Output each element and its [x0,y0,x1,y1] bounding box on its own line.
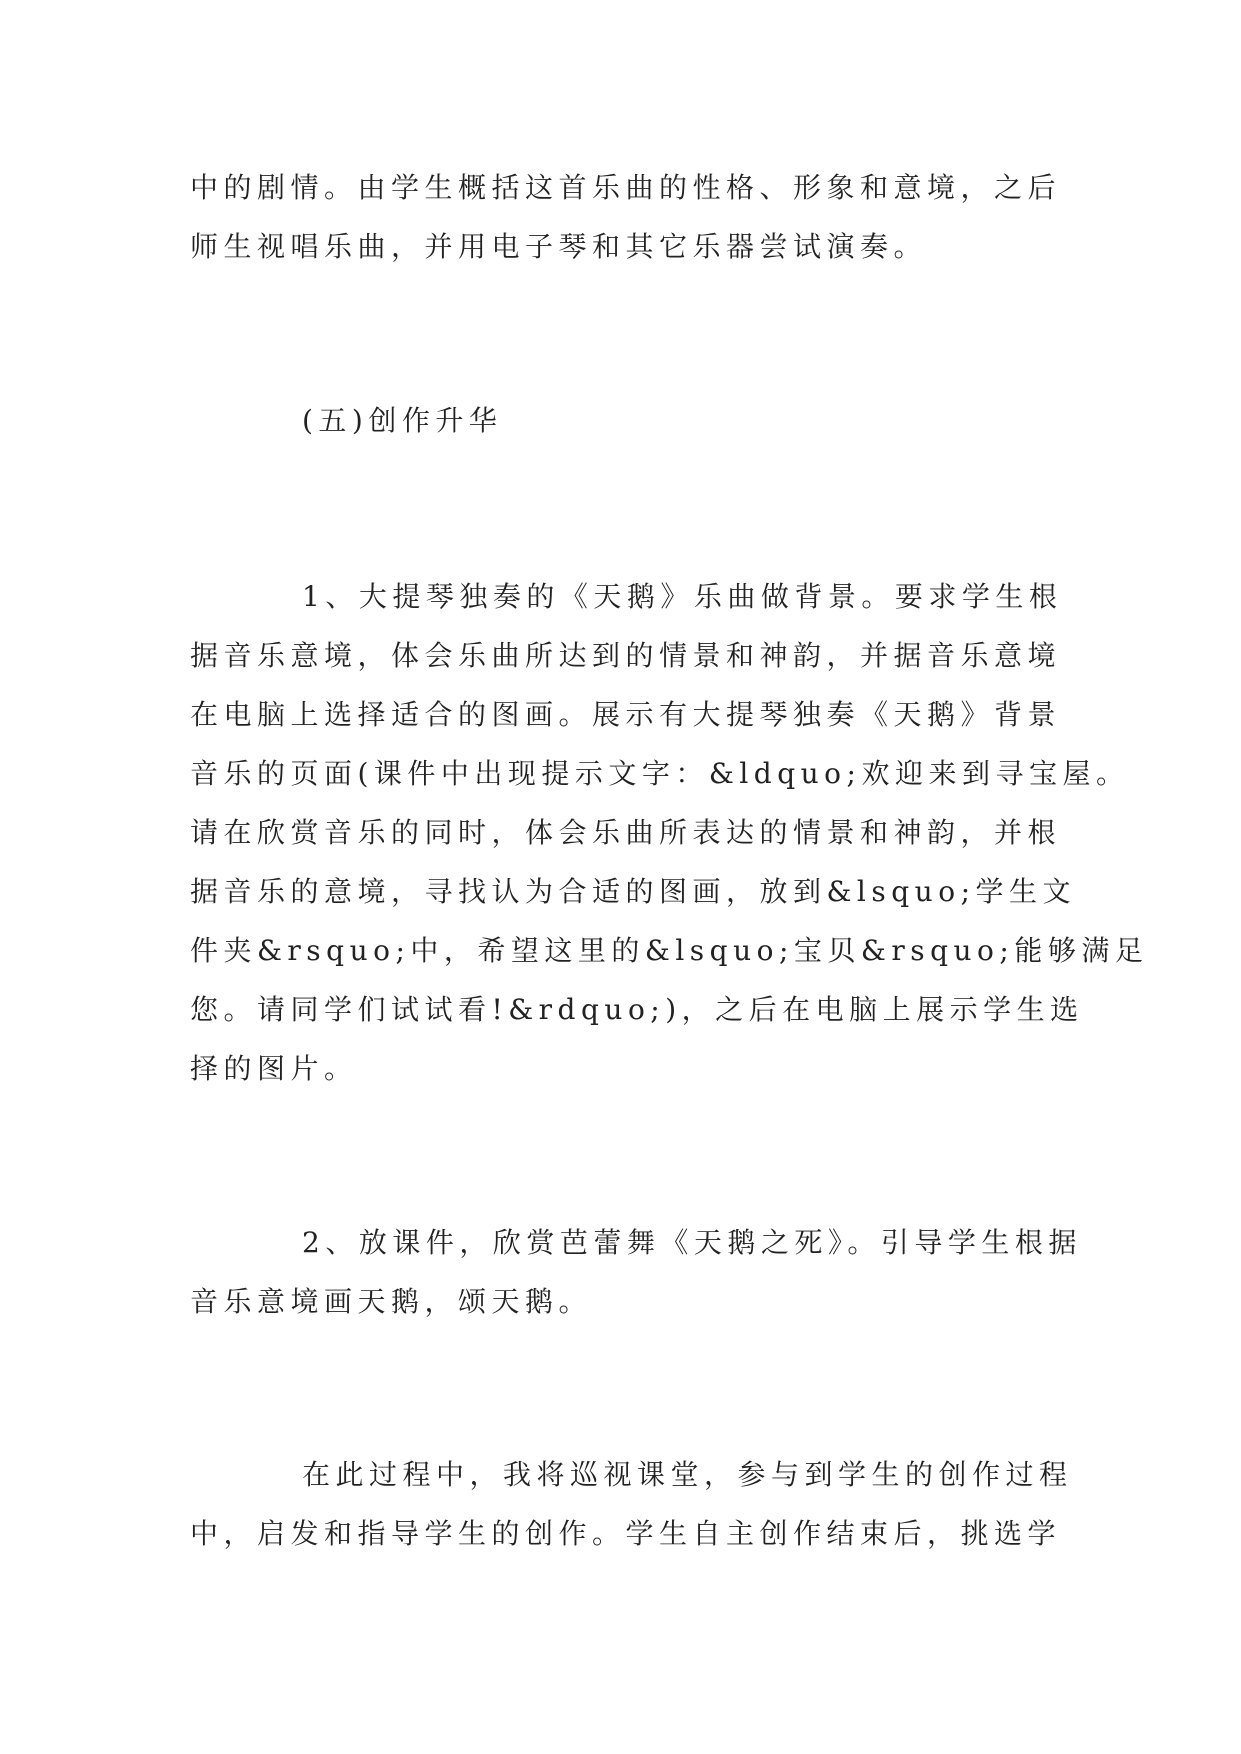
paragraph-process [190,1445,1073,1563]
text-line: 音乐意境画天鹅，颂天鹅。 [190,1285,593,1318]
text-line: 音乐的页面(课件中出现提示文字：&ldquo;欢迎来到寻宝屋。 [190,757,1130,790]
text-line: 据音乐的意境，寻找认为合适的图画，放到&lsquo;学生文 [190,875,1076,908]
text-line: 请在欣赏音乐的同时，体会乐曲所表达的情景和神韵，并根 [190,816,1062,849]
paragraph-item-1 [190,567,1149,1098]
text-line: 据音乐意境，体会乐曲所达到的情景和神韵，并据音乐意境 [190,639,1062,672]
text-line: 择的图片。 [190,1052,358,1085]
text-line: 中，启发和指导学生的创作。学生自主创作结束后，挑选学 [190,1517,1062,1550]
text-line: 在此过程中，我将巡视课堂，参与到学生的创作过程 [302,1458,1073,1491]
text-line: 您。请同学们试试看!&rdquo;)，之后在电脑上展示学生选 [190,993,1084,1026]
text-line: 在电脑上选择适合的图画。展示有大提琴独奏《天鹅》背景 [190,698,1062,731]
heading-text: (五)创作升华 [302,404,503,437]
text-line: 2、放课件，欣赏芭蕾舞《天鹅之死》。引导学生根据 [302,1226,1082,1259]
text-line: 中的剧情。由学生概括这首乐曲的性格、形象和意境，之后 [190,171,1062,204]
section-heading [190,391,1050,450]
paragraph-item-2 [190,1213,1082,1331]
text-line: 1、大提琴独奏的《天鹅》乐曲做背景。要求学生根 [302,580,1063,613]
text-line: 件夹&rsquo;中，希望这里的&lsquo;宝贝&rsquo;能够满足 [190,934,1149,967]
text-line: 师生视唱乐曲，并用电子琴和其它乐器尝试演奏。 [190,230,928,263]
paragraph-continuation [190,158,1062,276]
